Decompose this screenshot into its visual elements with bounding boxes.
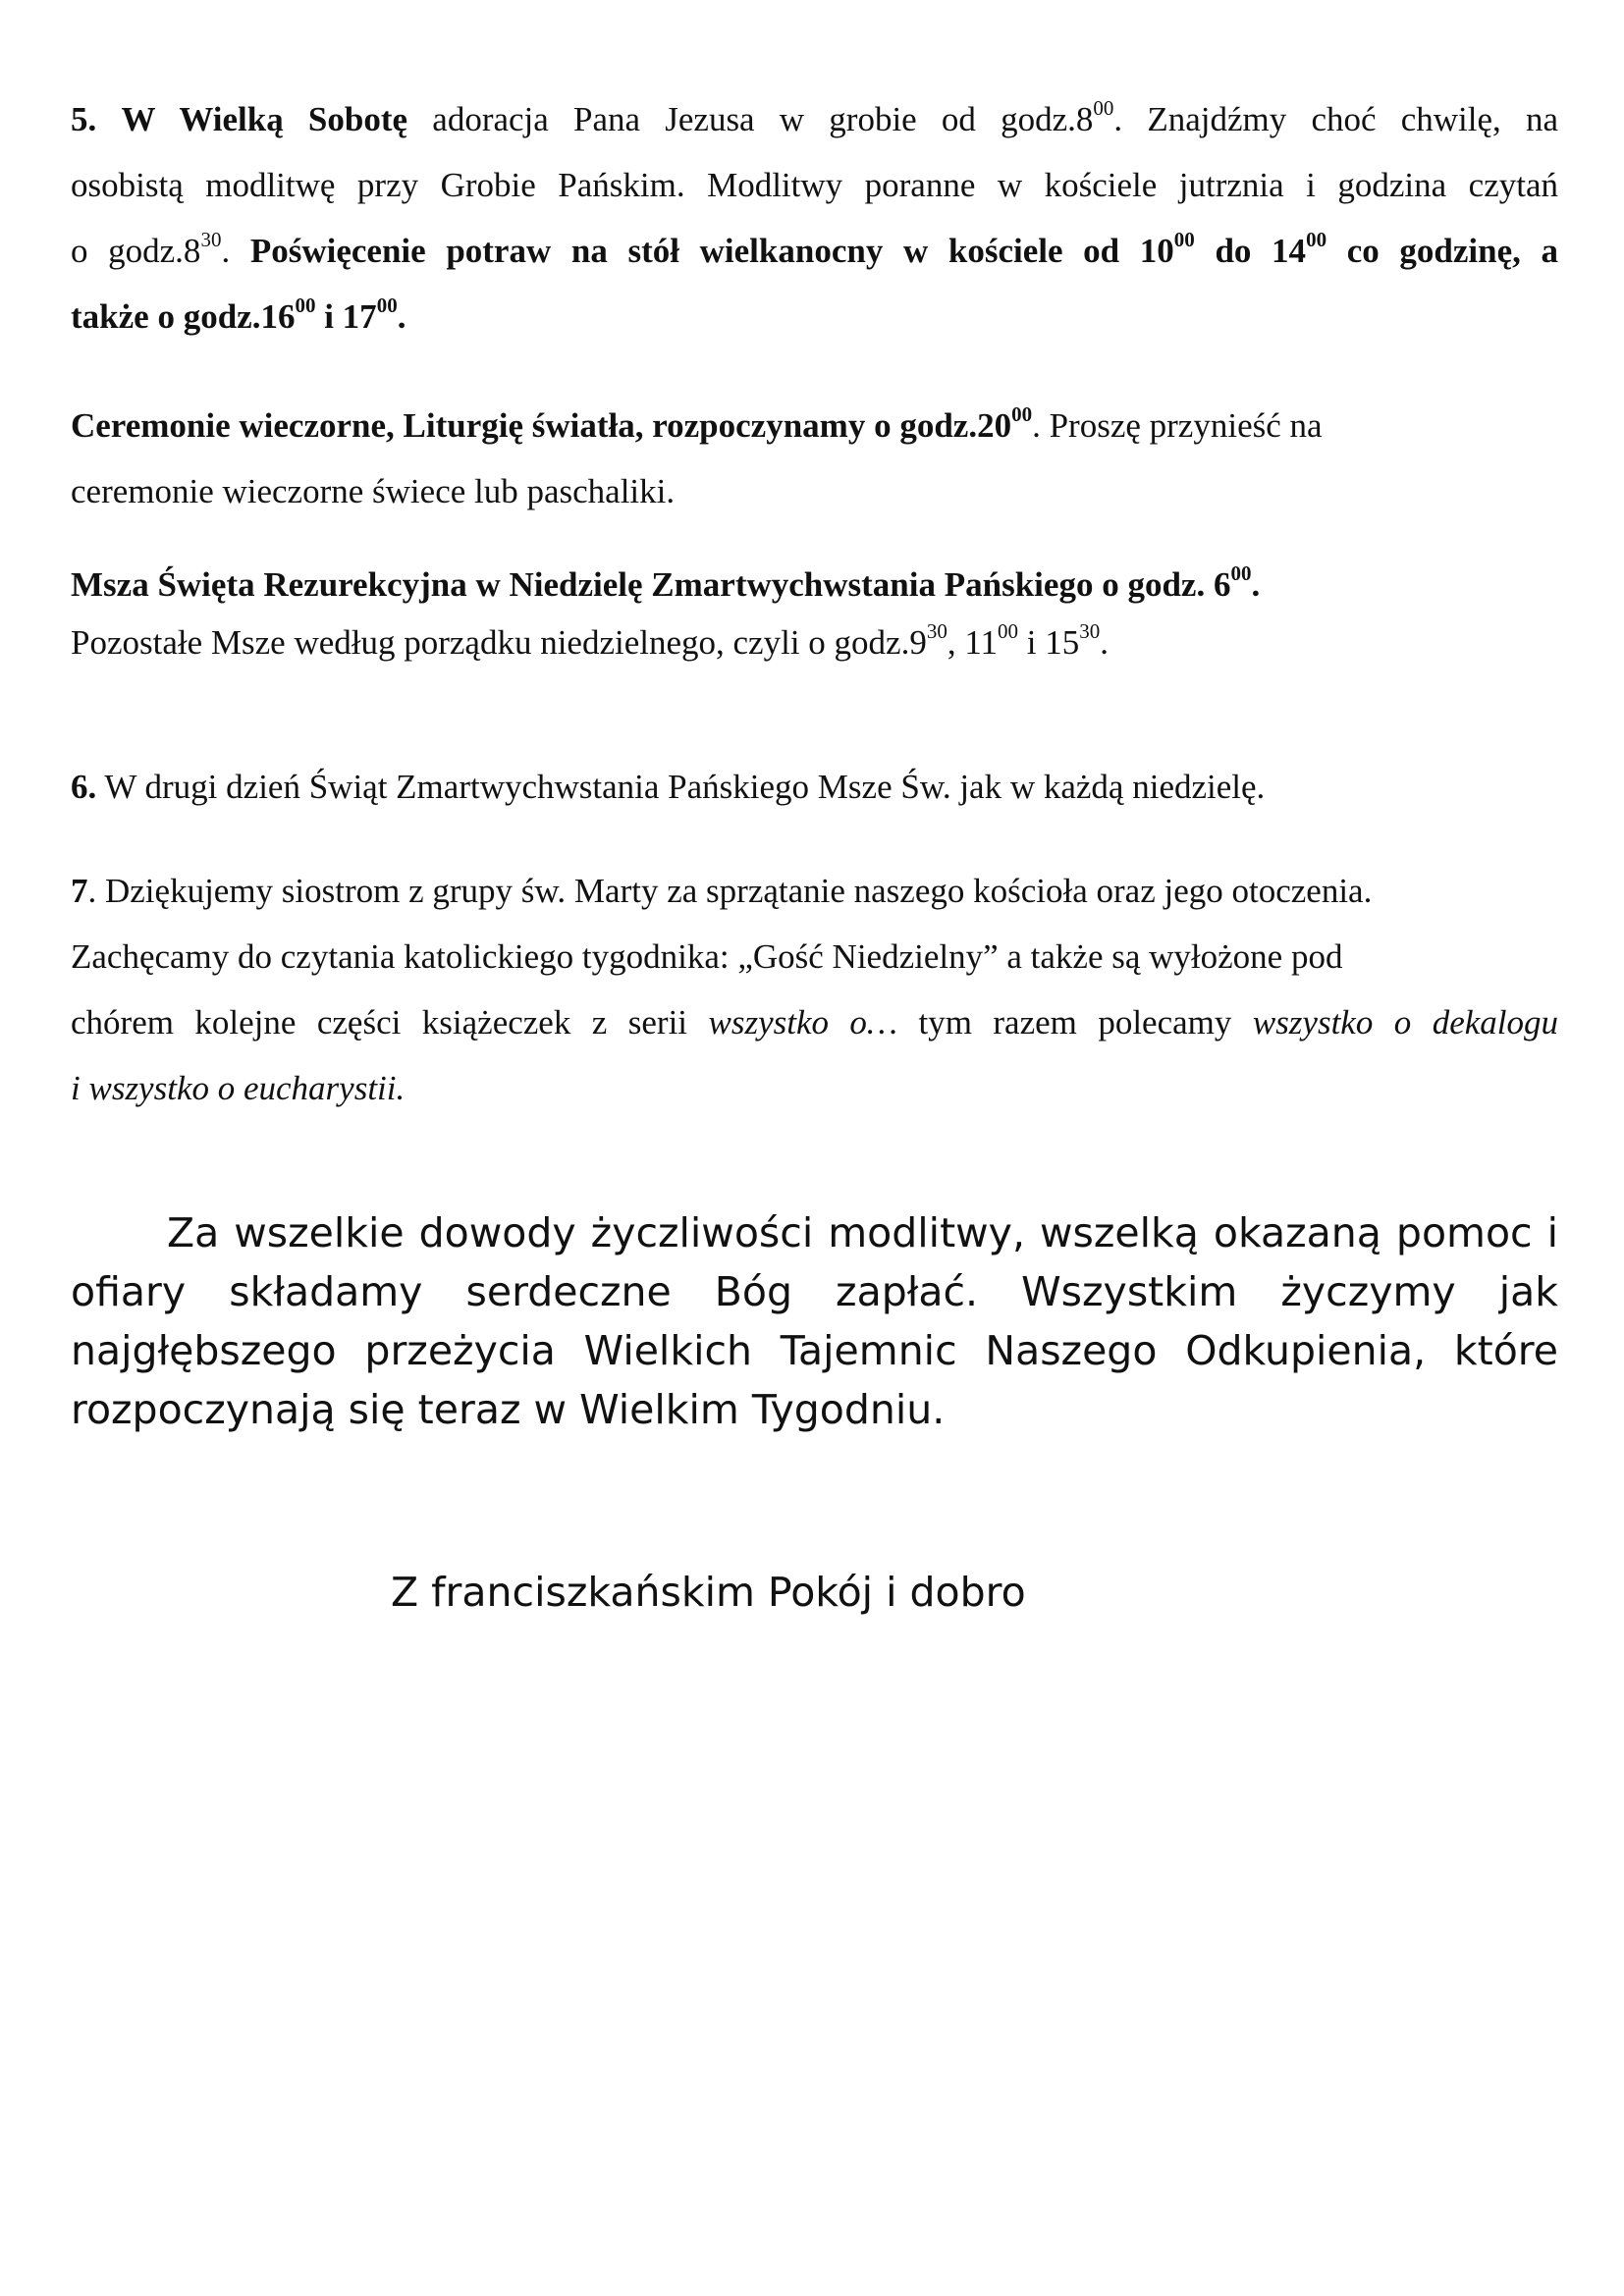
closing-line-3: najgłębszego przeżycia Wielkich Tajemnic Naszego Odkupienia, które [71, 1327, 1558, 1374]
signature: Z franciszkańskim Pokój i dobro [391, 1569, 1026, 1616]
resurrection-mass [71, 552, 1558, 668]
item-7-number: 7 [71, 872, 88, 910]
closing-line-4: rozpoczynają się teraz w Wielkim Tygodniu. [71, 1386, 946, 1433]
item-5-number: 5. [71, 100, 97, 138]
item-5-line-2: osobistą modlitwę przy Grobie Pańskim. Modlitwy poranne w kościele jutrznia i godzina czytań [71, 166, 1558, 204]
resurrection-line-2: Pozostałe Msze według porządku niedzielnego, czyli o $godz.9^{30}$, $11^{00}$ i $15^{30}$. [71, 619, 1110, 662]
closing-line-1: Za wszelkie dowody życzliwości modlitwy, wszelką okazaną pomoc i [167, 1209, 1558, 1256]
resurrection-line-1: Msza Święta Rezurekcyjna w Niedzielę Zmartwychwstania Pańskiego o godz. $6^{00}$. [71, 561, 1261, 604]
closing-line-2: ofiary składamy serdeczne Bóg zapłać. Wszystkim życzymy jak [71, 1268, 1558, 1315]
item-7-line-2: Zachęcamy do czytania katolickiego tygodnika: „Gość Niedzielny” a także są wyłożone pod [71, 937, 1343, 976]
food-blessing-text: Poświęcenie potraw na stół wielkanocny w kościele od $10^{00}$ do $14^{00}$ co godzinę, a [249, 228, 1559, 270]
item-5-lead: W Wielką Sobotę [121, 100, 408, 138]
evening-ceremonies [71, 393, 1558, 524]
item-7-thanks [71, 858, 1558, 1121]
item-7-line-4: i wszystko o eucharystii. [71, 1069, 406, 1107]
evening-line-1: Ceremonie wieczorne, Liturgię światła, rozpoczynamy o $godz.20^{00}$. Proszę przynieść na [71, 402, 1323, 445]
item-6-number: 6. [71, 768, 97, 806]
item-5-line-3: o $godz.8^{30}$. Poświęcenie potraw na stół wielkanocny w kościele od $10^{00}$ do $14^{00}$ co godzinę, a [71, 228, 1559, 270]
item-5-line-4: także o $godz.16^{00}$ i $17^{00}$. [71, 294, 406, 336]
item-6-easter-monday: 6. W drugi dzień Świąt Zmartwychwstania Pańskiego Msze Św. jak w każdą niedzielę. [71, 768, 1266, 806]
item-7-line-3: chórem kolejne części książeczek z serii wszystko o… tym razem polecamy wszystko o dekalogu [71, 1003, 1559, 1041]
item-5-holy-saturday [71, 86, 1558, 349]
closing-wishes [71, 1203, 1558, 1439]
evening-line-2: ceremonie wieczorne świece lub paschaliki. [71, 472, 676, 510]
item-7-line-1: 7. Dziękujemy siostrom z grupy św. Marty za sprzątanie naszego kościoła oraz jego otoczenia. [71, 872, 1373, 910]
item-5-line-1: 5. W Wielką Sobotę adoracja Pana Jezusa w grobie od $godz.8^{00}$. Znajdźmy choć chwilę, na [71, 96, 1559, 138]
